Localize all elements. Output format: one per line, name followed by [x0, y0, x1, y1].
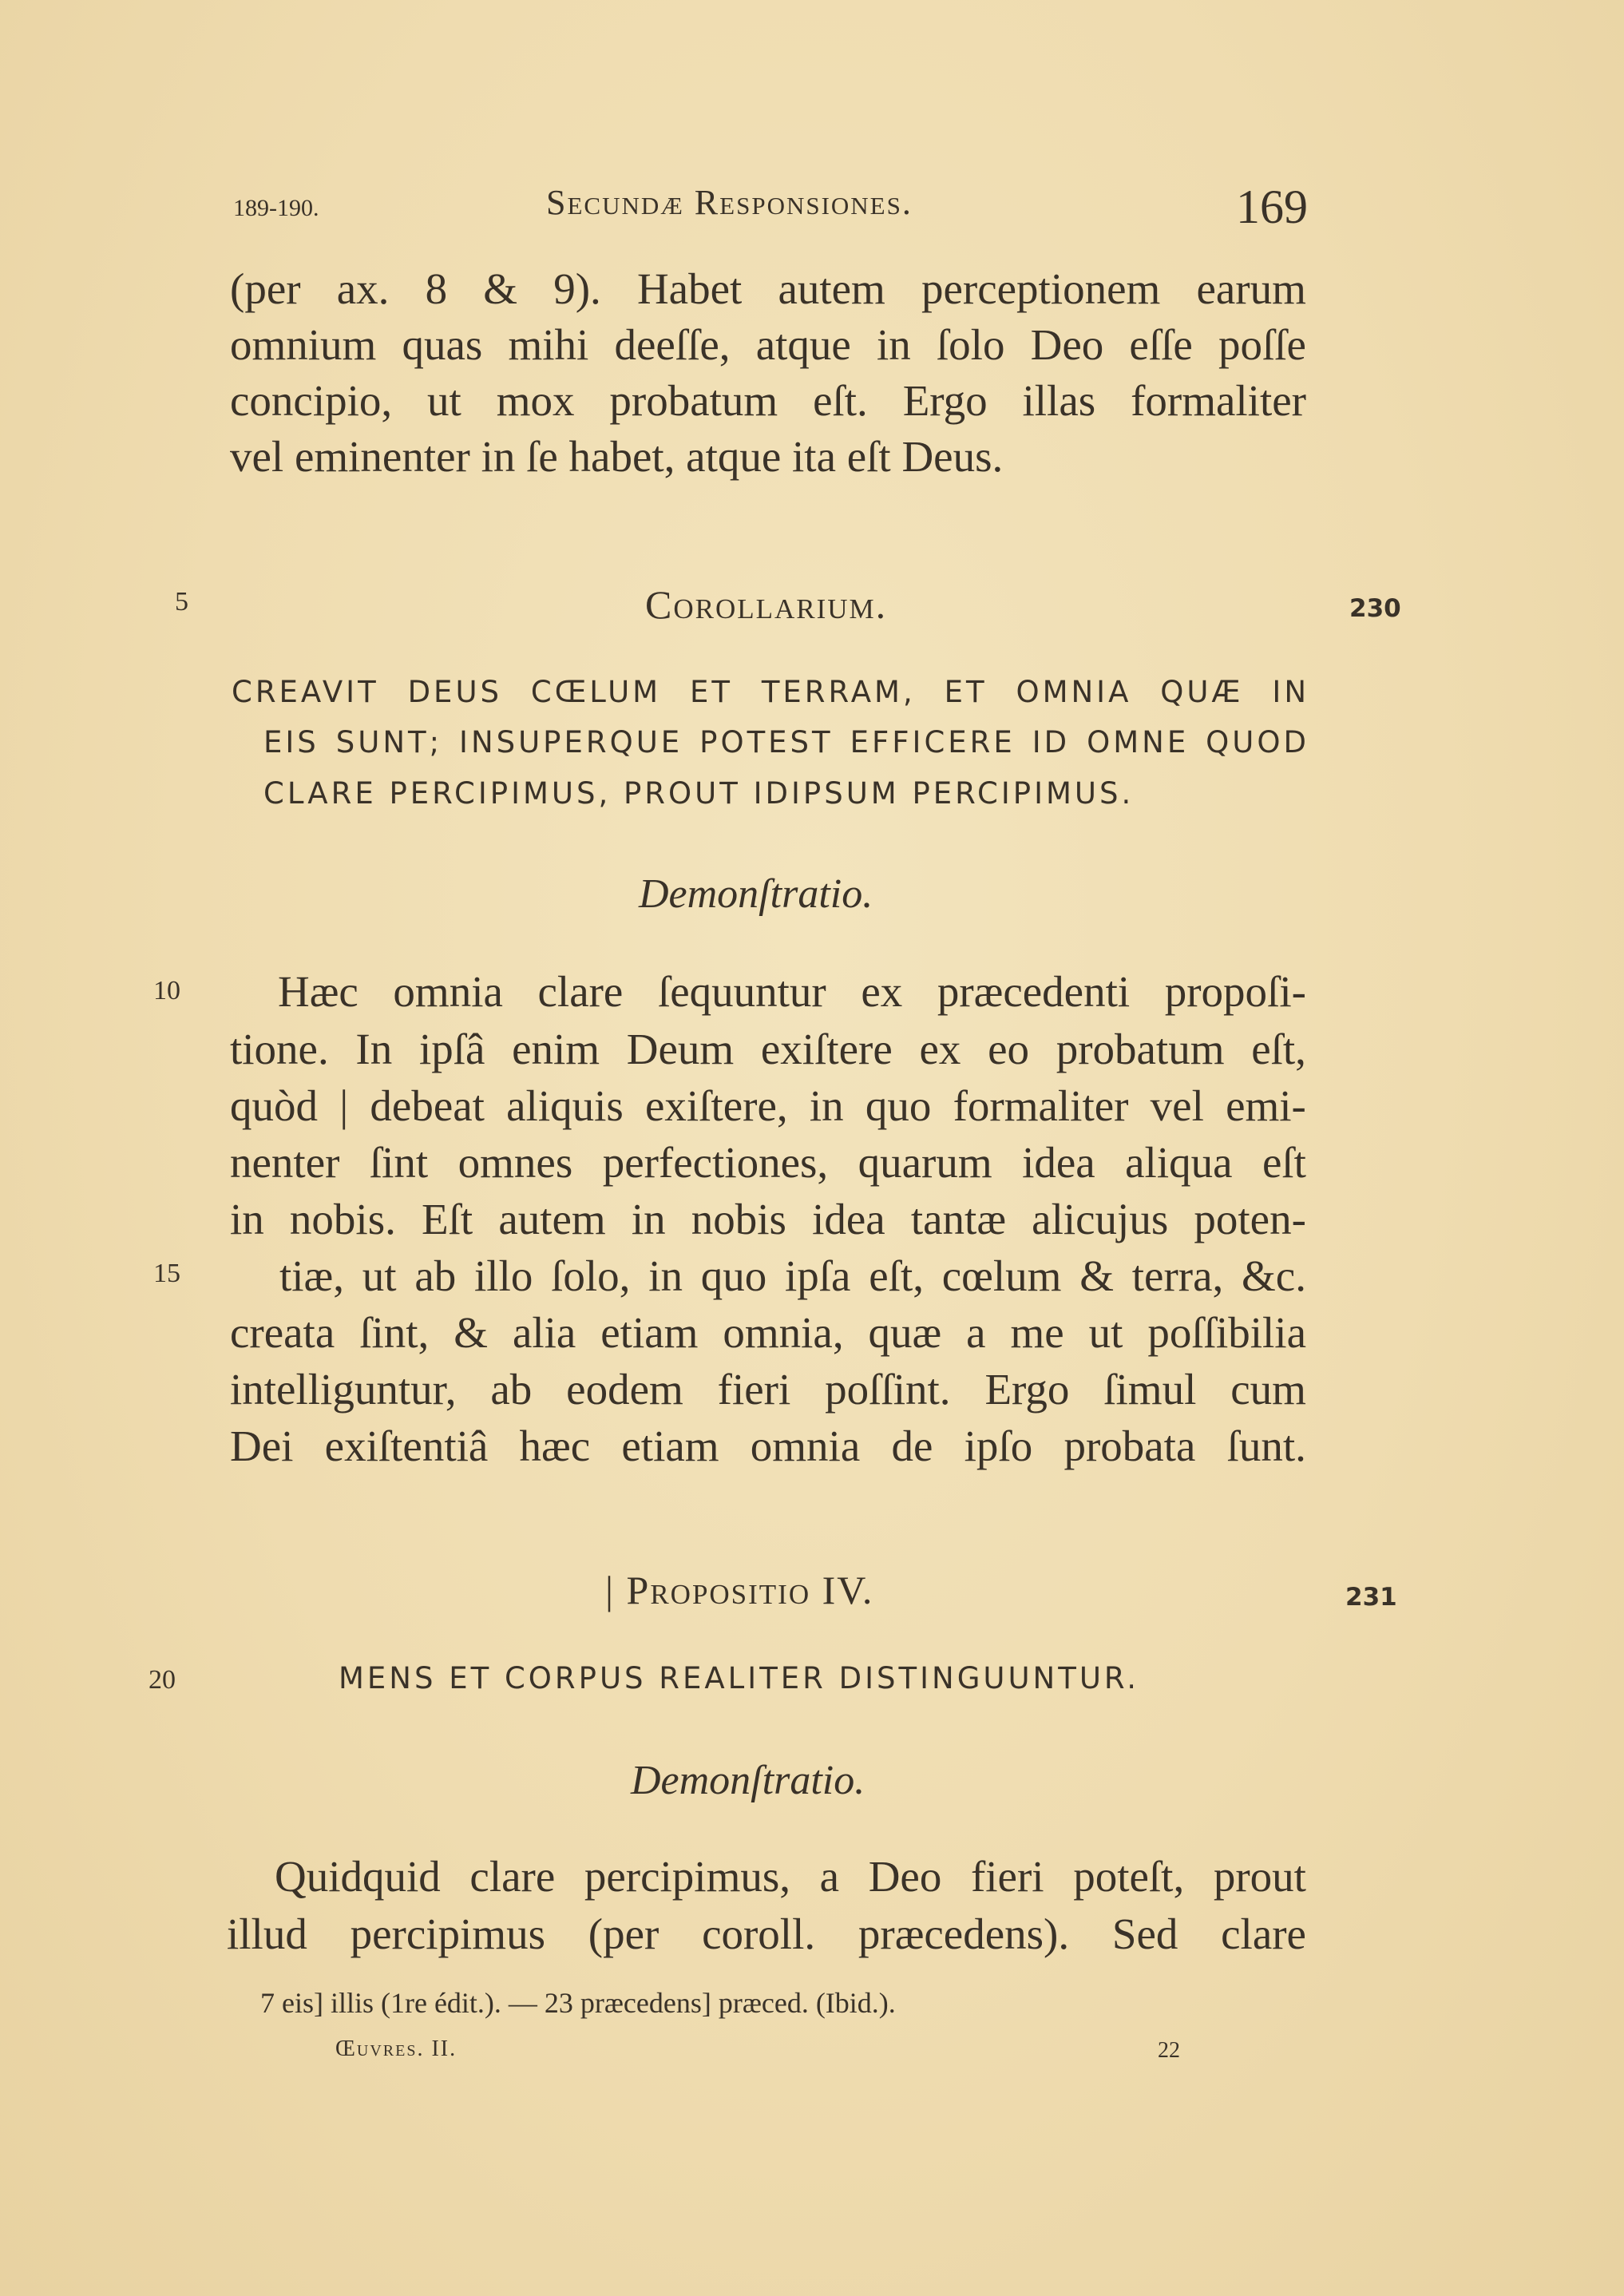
margin-line-number-10: 10 [153, 976, 180, 1005]
text-line: nenter ſint omnes perfectiones, quarum idea aliqua eſt [230, 1138, 1306, 1187]
text-line: Quidquid clare percipimus, a Deo fieri poteſt, prout [275, 1852, 1306, 1901]
text-line: Dei exiſtentiâ hæc etiam omnia de ipſo probata ſunt. [230, 1422, 1306, 1470]
corollary-heading: Corollarium. [645, 582, 888, 627]
text-line: intelliguntur, ab eodem fieri poſſint. Ergo ſimul cum [230, 1365, 1306, 1414]
demonstration-heading: Demonſtratio. [639, 871, 873, 917]
margin-reference-230: 230 [1349, 594, 1401, 623]
text-line: quòd | debeat aliquis exiſtere, in quo formaliter vel emi- [230, 1081, 1306, 1130]
statement-line: CLARE PERCIPIMUS, PROUT IDIPSUM PERCIPIMUS. [263, 776, 1135, 811]
text-line: (per ax. 8 & 9). Habet autem perceptionem earum [230, 264, 1306, 313]
proposition-statement: MENS ET CORPUS REALITER DISTINGUUNTUR. [339, 1661, 1140, 1695]
statement-line: CREAVIT DEUS CŒLUM ET TERRAM, ET OMNIA QUÆ IN [232, 675, 1309, 709]
text-line: concipio, ut mox probatum eſt. Ergo illas formaliter [230, 376, 1306, 425]
margin-line-number-15: 15 [153, 1259, 180, 1288]
proposition-heading: | Propositio IV. [605, 1568, 874, 1612]
text-line: Hæc omnia clare ſequuntur ex præcedenti propoſi- [278, 967, 1306, 1016]
text-line: tiæ, ut ab illo ſolo, in quo ipſa eſt, cœlum & terra, &c. [279, 1251, 1306, 1300]
text-line: vel eminenter in ſe habet, atque ita eſt Deus. [230, 432, 1004, 481]
margin-line-number-20: 20 [149, 1665, 176, 1695]
margin-line-number-5: 5 [175, 587, 188, 617]
margin-reference-231: 231 [1345, 1583, 1397, 1612]
text-line: illud percipimus (per coroll. præcedens). Sed clare [227, 1909, 1306, 1958]
text-line: tione. In ipſâ enim Deum exiſtere ex eo probatum eſt, [230, 1025, 1306, 1073]
header-left-page-range: 189-190. [233, 195, 319, 221]
signature-mark: Œuvres. II. [335, 2036, 457, 2061]
text-line: omnium quas mihi deeſſe, atque in ſolo Deo eſſe poſſe [230, 320, 1306, 369]
text-line: creata ſint, & alia etiam omnia, quæ a me ut poſſibilia [230, 1308, 1306, 1357]
running-title: Secundæ Responsiones. [546, 183, 913, 222]
page-number: 169 [1236, 180, 1308, 233]
statement-line: EIS SUNT; INSUPERQUE POTEST EFFICERE ID OMNE QUOD [263, 725, 1309, 759]
footnote: 7 eis] illis (1re édit.). — 23 præcedens] præced. (Ibid.). [260, 1987, 896, 2019]
signature-number: 22 [1158, 2038, 1180, 2063]
proposition-demonstration-heading: Demonſtratio. [631, 1758, 865, 1803]
text-line: in nobis. Eſt autem in nobis idea tantæ alicujus poten- [230, 1195, 1306, 1243]
